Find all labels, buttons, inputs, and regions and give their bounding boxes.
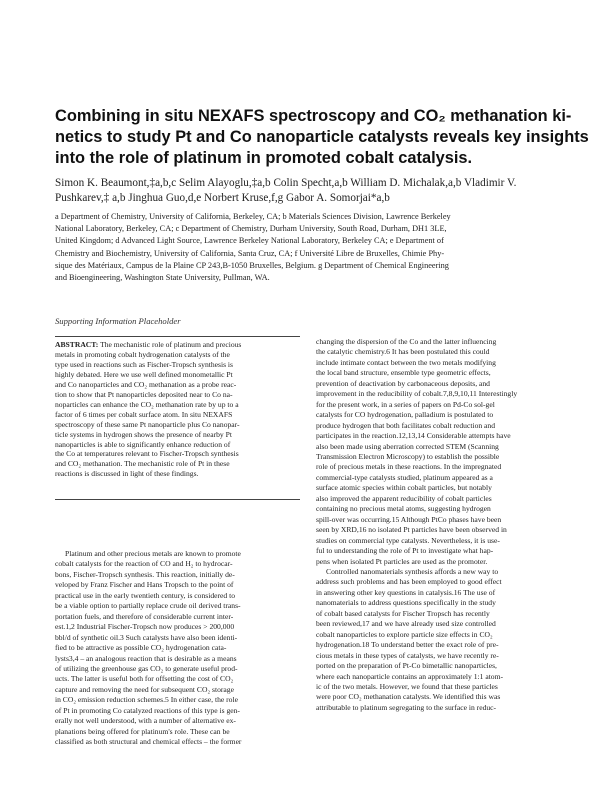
body-line: veloped by Franz Fischer and Hans Tropsch to the point of [55, 580, 234, 590]
title-line: netics to study Pt and Co nanoparticle catalysts reveals key insights [55, 128, 589, 146]
body-line: planations being offered for platinum's role. These can be [55, 726, 230, 736]
body-line: classified as both structural and chemical effects – the former [55, 737, 242, 747]
author-line: Simon K. Beaumont,‡a,b,c Selim Alayoglu,‡a,b Colin Specht,a,b William D. Michalak,a,b Vladimir V. [55, 177, 517, 189]
abstract-line: tion to show that Pt nanoparticles deposited near to Co na- [55, 389, 233, 399]
abstract-line: highly debated. Here we use well defined monometallic Pt [55, 369, 233, 379]
abstract-line: and CO₂ methanation. The mechanistic role of Pt in these [55, 459, 230, 469]
supporting-info-placeholder: Supporting Information Placeholder [55, 316, 181, 326]
abstract-line: factor of 6 times per cobalt surface atom. In situ NEXAFS [55, 409, 233, 419]
affiliation-line: United Kingdom; d Advanced Light Source, Lawrence Berkeley National Laboratory, Berkeley CA; e Department of [55, 236, 444, 246]
body-column-left [55, 549, 300, 748]
body-line: in answering other key questions in catalysis.16 The use of [316, 587, 496, 597]
abstract-line: type used in reactions such as Fischer-Tropsch synthesis is [55, 359, 234, 369]
abstract-line: and Co nanoparticles and CO₂ methanation as a probe reac- [55, 379, 237, 389]
body-line: nanomaterials to address questions specifically in the study [316, 598, 496, 608]
body-line: role of precious metals in these reactions. In the impregnated [316, 462, 502, 472]
body-line: portation fuels, and therefore of considerable current inter- [55, 611, 234, 621]
body-line: also improved the apparent reducibility of cobalt particles [316, 493, 492, 503]
abstract-label: ABSTRACT: [55, 340, 99, 349]
body-line: Transmission Electron Microscopy) to establish the possible [316, 451, 500, 461]
body-line: of cobalt based catalysts for Fischer Tropsch has recently [316, 608, 490, 618]
abstract-line: spectroscopy of these same Pt nanoparticle plus Co nanopar- [55, 419, 240, 429]
body-line: attributable to platinum segregating to the surface in reduc- [316, 702, 497, 712]
body-line: ported on the preparation of Pt-Co bimetallic nanoparticles, [316, 661, 497, 671]
body-line: produce hydrogen that both facilitates cobalt reduction and [316, 420, 496, 430]
body-line: Controlled nanomaterials synthesis affords a new way to [326, 566, 499, 576]
affiliation-line: a Department of Chemistry, University of California, Berkeley, CA; b Materials Sciences Division, Lawrence Berkeley [55, 212, 451, 221]
body-line: improvement in the reducibility of cobalt.7,8,9,10,11 Interestingly [316, 389, 518, 399]
body-line: prevention of deactivation by carbonaceous deposits, and [316, 378, 490, 388]
body-line: ic of the two metals. However, we found that these particles [316, 681, 498, 691]
body-line: be a viable option to partially replace crude oil derived trans- [55, 601, 241, 611]
affiliation-line: and Bioengineering, Washington State University, Pullman, WA. [55, 273, 270, 283]
body-line: commercial-type catalysts studied, platinum appeared as a [316, 472, 493, 482]
body-line: fied to be attractive as possible CO₂ hydrogenation cata- [55, 643, 227, 653]
body-line: address such problems and has been employed to good effect [316, 577, 502, 587]
abstract-line: nanoparticles is able to significantly enhance reduction of [55, 439, 231, 449]
affiliation-line: National Laboratory, Berkeley, CA; c Department of Chemistry, Durham University, South Road, Durham, DH1 3LE, [55, 224, 447, 234]
body-line: surface atomic species within cobalt particles, but notably [316, 483, 492, 493]
author-list [55, 176, 565, 205]
body-line: seen by XRD,16 no isolated Pt particles have been observed in [316, 525, 507, 535]
body-line: hydrogenation.18 To understand better the exact role of pre- [316, 640, 499, 650]
body-line: est.1,2 Industrial Fischer-Tropsch now produces > 200,000 [55, 622, 235, 632]
author-line: Pushkarev,‡ a,b Jinghua Guo,d,e Norbert Kruse,f,g Gabor A. Somorjai*a,b [55, 191, 390, 204]
body-line: ucts. The latter is useful both for offsetting the cost of CO₂ [55, 674, 234, 684]
body-line: bons, Fischer-Tropsch synthesis. This reaction, initially de- [55, 569, 235, 579]
body-line: include intimate contact between the two metals modifying [316, 357, 496, 367]
title-line: into the role of platinum in promoted cobalt catalysis. [55, 149, 473, 167]
body-line: been reviewed,17 and we have already used size controlled [316, 619, 496, 629]
body-line: ful to understanding the role of Pt to investigate what hap- [316, 546, 494, 556]
body-line: the catalytic chemistry.6 It has been postulated this could [316, 347, 490, 357]
body-line: where each nanoparticle contains an approximately 1:1 atom- [316, 671, 504, 681]
abstract [55, 340, 300, 479]
body-line: cious metals in these types of catalysts, we have recently re- [316, 650, 499, 660]
body-column-right [316, 337, 561, 713]
paper-title [55, 106, 589, 169]
body-line: of Pt in promoting Co catalyzed reactions of this type is gen- [55, 705, 240, 715]
body-line: the local band structure, ensemble type geometric effects, [316, 368, 491, 378]
abstract-line: the Co at temperatures relevant to Fischer-Tropsch synthesis [55, 449, 239, 459]
body-line: catalysts for CO hydrogenation, palladium is postulated to [316, 410, 494, 420]
body-line: spill-over was occurring.15 Although PtCo phases have been [316, 514, 502, 524]
abstract-line: reactions is discussed in light of these findings. [55, 469, 199, 479]
body-line: bbl/d of synthetic oil.3 Such catalysts have also been identi- [55, 632, 238, 642]
body-line: cobalt catalysts for the reaction of CO and H₂ to hydrocar- [55, 559, 233, 569]
abstract-line: noparticles can enhance the CO₂ methanation rate by up to a [55, 399, 239, 409]
body-line: erally not well understood, with a number of alternative ex- [55, 716, 236, 726]
abstract-line: metals in promoting cobalt hydrogenation catalysts of the [55, 349, 230, 359]
abstract-line: ticle systems in hydrogen shows the presence of nearby Pt [55, 429, 232, 439]
body-line: studies on commercial type catalysts. Nevertheless, it is use- [316, 535, 500, 545]
body-line: containing no precious metal atoms, suggesting hydrogen [316, 504, 491, 514]
body-line: practical use in the early twentieth century, is considered to [55, 590, 236, 600]
body-line: capture and removing the need for subsequent CO₂ storage [55, 684, 234, 694]
body-line: of utilizing the greenhouse gas CO₂ to generate useful prod- [55, 663, 238, 673]
body-line: pens when isolated Pt particles are used as the promoter. [316, 556, 488, 566]
body-line: were poor CO₂ methanation catalysts. We identified this was [316, 692, 501, 702]
body-line: in CO₂ emission reduction schemes.5 In either case, the role [55, 695, 238, 705]
title-line: Combining in situ NEXAFS spectroscopy and CO₂ methanation ki- [55, 107, 572, 125]
abstract-line: ABSTRACT: The mechanistic role of platinum and precious [55, 340, 242, 349]
affiliation-line: Chemistry and Biochemistry, University of California, Santa Cruz, CA; f Université Libre de Bruxelles, Chimie Phy- [55, 248, 445, 258]
affiliations [55, 211, 565, 284]
affiliation-line: sique des Matériaux, Campus de la Plaine CP 243,B-1050 Bruxelles, Belgium. g Department of Chemical Engineering [55, 260, 449, 270]
body-line: also been made using aberration corrected STEM (Scanning [316, 441, 499, 451]
body-line: Platinum and other precious metals are known to promote [65, 549, 241, 558]
body-line: changing the dispersion of the Co and the latter influencing [316, 337, 497, 346]
body-line: lysts3,4 – an analogous reaction that is desirable as a means [55, 653, 237, 663]
body-line: cobalt nanoparticles to explore particle size effects in CO₂ [316, 629, 493, 639]
body-line: participates in the reaction.12,13,14 Considerable attempts have [316, 431, 511, 441]
body-line: for the present work, in a series of papers on Pd-Co sol-gel [316, 399, 495, 409]
